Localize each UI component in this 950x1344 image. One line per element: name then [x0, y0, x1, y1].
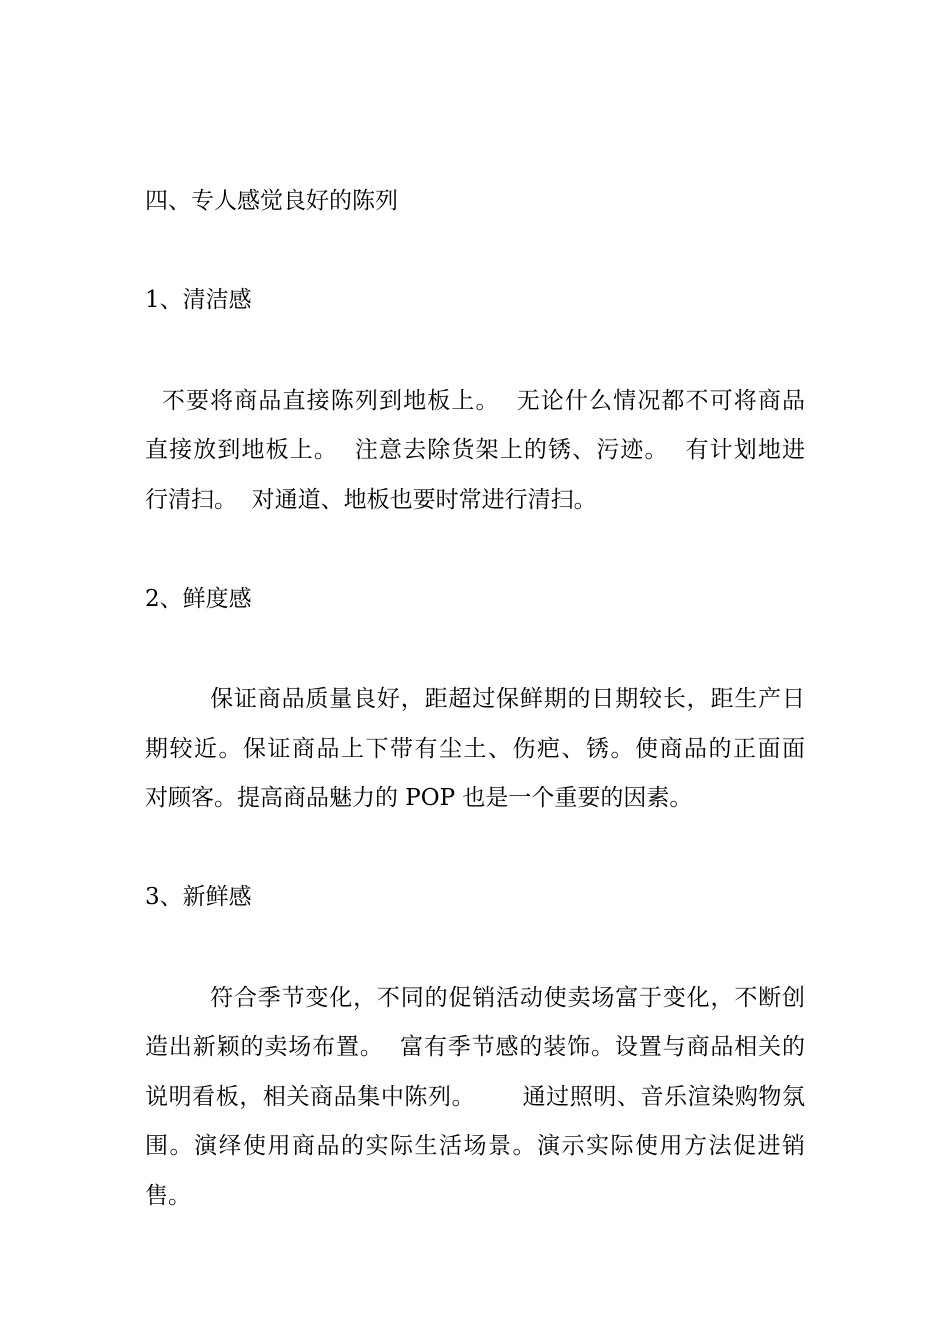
- paragraph-line: 围。演绎使用商品的实际生活场景。演示实际使用方法促进销: [145, 1133, 805, 1159]
- paragraph-line: 售。: [145, 1183, 191, 1209]
- paragraph-line: 说明看板，相关商品集中陈列。 通过照明、音乐渲染购物氛: [145, 1084, 805, 1110]
- section-title-novelty: 3、新鲜感: [145, 884, 252, 910]
- paragraph-line: 期较近。保证商品上下带有尘土、伤疤、锈。使商品的正面面: [145, 736, 805, 762]
- paragraph-line: 符合季节变化，不同的促销活动使卖场富于变化，不断创: [145, 985, 805, 1011]
- paragraph-line: 行清扫。 对通道、地板也要时常进行清扫。: [145, 487, 597, 513]
- section-title-freshness: 2、鲜度感: [145, 586, 252, 612]
- paragraph-line: 保证商品质量良好，距超过保鲜期的日期较长，距生产日: [145, 686, 805, 712]
- paragraph-line: 直接放到地板上。 注意去除货架上的锈、污迹。 有计划地进: [145, 437, 805, 463]
- section-title-cleanliness: 1、清洁感: [145, 287, 252, 313]
- paragraph-line: 不要将商品直接陈列到地板上。 无论什么情况都不可将商品: [145, 388, 805, 414]
- paragraph-line: 造出新颖的卖场布置。 富有季节感的装饰。设置与商品相关的: [145, 1034, 805, 1060]
- page-heading: 四、专人感觉良好的陈列: [145, 188, 398, 214]
- paragraph-line: 对顾客。提高商品魅力的 POP 也是一个重要的因素。: [145, 785, 693, 811]
